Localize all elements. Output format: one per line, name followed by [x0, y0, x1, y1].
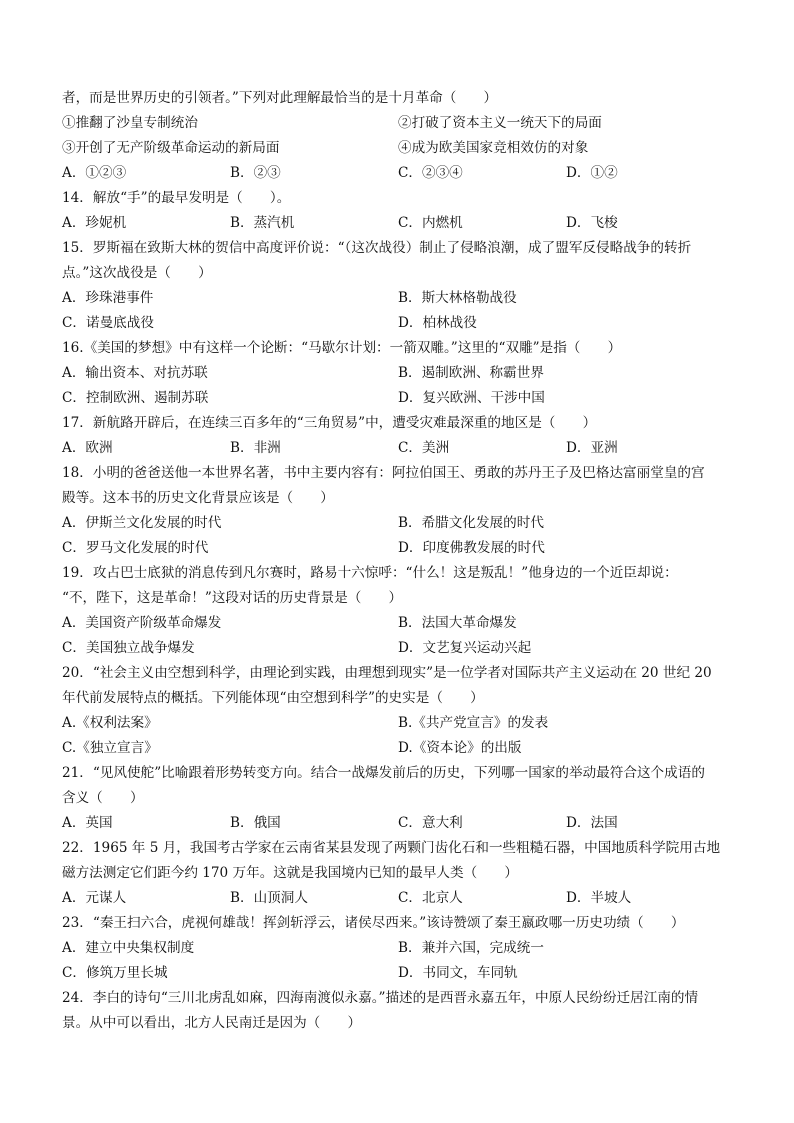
q23-options-row-1 — [62, 936, 734, 961]
q16-option-d: D．复兴欧洲、干涉中国 — [398, 390, 545, 406]
q17-options — [62, 436, 734, 461]
q23-option-a: A．建立中央集权制度 — [62, 940, 195, 956]
q20-stem-line-1: 20．“社会主义由空想到科学，由理论到实践，由理想到现实”是一位学者对国际共产主义运动在 20 世纪 20 — [62, 665, 712, 681]
q13-item-1: ①推翻了沙皇专制统治 — [62, 115, 198, 131]
q13-item-2: ②打破了资本主义一统天下的局面 — [398, 115, 602, 131]
q17-option-c: C．美洲 — [398, 440, 450, 456]
q13-items-row-2 — [62, 136, 734, 161]
q15-option-d: D．柏林战役 — [398, 315, 477, 331]
q22-option-d: D．半坡人 — [566, 890, 632, 906]
q24-stem-line-1: 24．李白的诗句“三川北虏乱如麻，四海南渡似永嘉。”描述的是西晋永嘉五年，中原人民纷纷迁居江南的情 — [62, 990, 699, 1006]
q18-option-c: C．罗马文化发展的时代 — [62, 540, 209, 556]
q19-option-a: A．美国资产阶级革命爆发 — [62, 615, 222, 631]
q15-option-a: A．珍珠港事件 — [62, 290, 154, 306]
q16-option-b: B．遏制欧洲、称霸世界 — [398, 365, 544, 381]
q20-stem-line-2: 年代前发展特点的概括。下列能体现“由空想到科学”的史实是（ ） — [62, 690, 484, 706]
q19-option-c: C．美国独立战争爆发 — [62, 640, 195, 656]
q16-options-row-1 — [62, 361, 734, 386]
q15-option-b: B．斯大林格勒战役 — [398, 290, 517, 306]
q20-option-b: B.《共产党宣言》的发表 — [398, 715, 549, 731]
q16-stem: 16.《美国的梦想》中有这样一个论断：“马歇尔计划：一箭双雕。”这里的“双雕”是指（ ） — [62, 340, 622, 356]
q19-stem-line-2: “不，陛下，这是革命！”这段对话的历史背景是（ ） — [62, 590, 403, 606]
q22-option-c: C．北京人 — [398, 890, 463, 906]
q21-option-c: C．意大利 — [398, 815, 463, 831]
q16-options-row-2 — [62, 386, 734, 411]
q15-stem-line-1: 15．罗斯福在致斯大林的贺信中高度评价说：“（这次战役）制止了侵略浪潮，成了盟军反侵略战争的转折 — [62, 240, 692, 256]
q13-item-4: ④成为欧美国家竞相效仿的对象 — [398, 140, 589, 156]
q17-option-b: B．非洲 — [230, 440, 281, 456]
q23-option-c: C．修筑万里长城 — [62, 965, 168, 981]
q13-options — [62, 161, 734, 186]
q13-stem-tail: 者，而是世界历史的引领者。”下列对此理解最恰当的是十月革命（ ） — [62, 90, 498, 106]
q14-option-c: C．内燃机 — [398, 215, 463, 231]
q22-stem-line-1: 22．1965 年 5 月，我国考古学家在云南省某县发现了两颗门齿化石和一些粗糙石器，中国地质科学院用古地 — [62, 840, 721, 856]
q21-stem-line-2: 含义（ ） — [62, 790, 144, 806]
q19-options-row-1 — [62, 611, 734, 636]
q13-option-a: A．①②③ — [62, 165, 127, 181]
q19-option-b: B．法国大革命爆发 — [398, 615, 517, 631]
q19-option-d: D．文艺复兴运动兴起 — [398, 640, 532, 656]
q23-stem: 23．“秦王扫六合，虎视何雄哉！挥剑斩浮云，诸侯尽西来。”该诗赞颂了秦王嬴政哪一历史功绩（ ） — [62, 915, 685, 931]
q16-option-c: C．控制欧洲、遏制苏联 — [62, 390, 209, 406]
q14-stem: 14．解放“手”的最早发明是（ ）。 — [62, 190, 291, 206]
q22-option-b: B．山顶洞人 — [230, 890, 308, 906]
q18-stem-line-1: 18．小明的爸爸送他一本世界名著，书中主要内容有：阿拉伯国王、勇敢的苏丹王子及巴格达富丽堂皇的宫 — [62, 465, 705, 481]
q21-options — [62, 811, 734, 836]
q23-options-row-2 — [62, 961, 734, 986]
q18-stem-line-2: 殿等。这本书的历史文化背景应该是（ ） — [62, 490, 334, 506]
q13-option-b: B．②③ — [230, 165, 281, 181]
q15-options-row-2 — [62, 311, 734, 336]
q22-stem-line-2: 磁方法测定它们距今约 170 万年。这就是我国境内已知的最早人类（ ） — [62, 865, 518, 881]
q20-option-a: A.《权利法案》 — [62, 715, 158, 731]
q15-options-row-1 — [62, 286, 734, 311]
q16-option-a: A．输出资本、对抗苏联 — [62, 365, 208, 381]
q13-items-row-1 — [62, 111, 734, 136]
q13-option-c: C．②③④ — [398, 165, 463, 181]
q21-option-a: A．英国 — [62, 815, 113, 831]
q20-option-d: D.《资本论》的出版 — [398, 740, 522, 756]
q14-options — [62, 211, 734, 236]
q18-options-row-1 — [62, 511, 734, 536]
q21-stem-line-1: 21．“见风使舵”比喻跟着形势转变方向。结合一战爆发前后的历史，下列哪一国家的举动最符合这个成语的 — [62, 765, 705, 781]
q21-option-b: B．俄国 — [230, 815, 281, 831]
q13-option-d: D．①② — [566, 165, 618, 181]
q17-stem: 17．新航路开辟后，在连续三百多年的“三角贸易”中，遭受灾难最深重的地区是（ ） — [62, 415, 597, 431]
q21-option-d: D．法国 — [566, 815, 618, 831]
q24-stem-line-2: 景。从中可以看出，北方人民南迁是因为（ ） — [62, 1015, 362, 1031]
q18-option-d: D．印度佛教发展的时代 — [398, 540, 545, 556]
q18-options-row-2 — [62, 536, 734, 561]
q19-stem-line-1: 19．攻占巴士底狱的消息传到凡尔赛时，路易十六惊呼：“什么！这是叛乱！”他身边的一个近臣却说： — [62, 565, 678, 581]
q22-options — [62, 886, 734, 911]
q14-option-d: D．飞梭 — [566, 215, 618, 231]
q20-option-c: C.《独立宣言》 — [62, 740, 158, 756]
q19-options-row-2 — [62, 636, 734, 661]
q18-option-a: A．伊斯兰文化发展的时代 — [62, 515, 222, 531]
q20-options-row-1 — [62, 711, 734, 736]
q23-option-b: B．兼并六国，完成统一 — [398, 940, 544, 956]
q22-option-a: A．元谋人 — [62, 890, 127, 906]
q15-option-c: C．诺曼底战役 — [62, 315, 154, 331]
q13-item-3: ③开创了无产阶级革命运动的新局面 — [62, 140, 280, 156]
exam-page — [62, 86, 734, 1036]
q20-options-row-2 — [62, 736, 734, 761]
q17-option-a: A．欧洲 — [62, 440, 113, 456]
q17-option-d: D．亚洲 — [566, 440, 618, 456]
q14-option-a: A．珍妮机 — [62, 215, 127, 231]
q18-option-b: B．希腊文化发展的时代 — [398, 515, 544, 531]
q14-option-b: B．蒸汽机 — [230, 215, 295, 231]
q15-stem-line-2: 点。”这次战役是（ ） — [62, 265, 212, 281]
q23-option-d: D．书同文，车同轨 — [398, 965, 518, 981]
